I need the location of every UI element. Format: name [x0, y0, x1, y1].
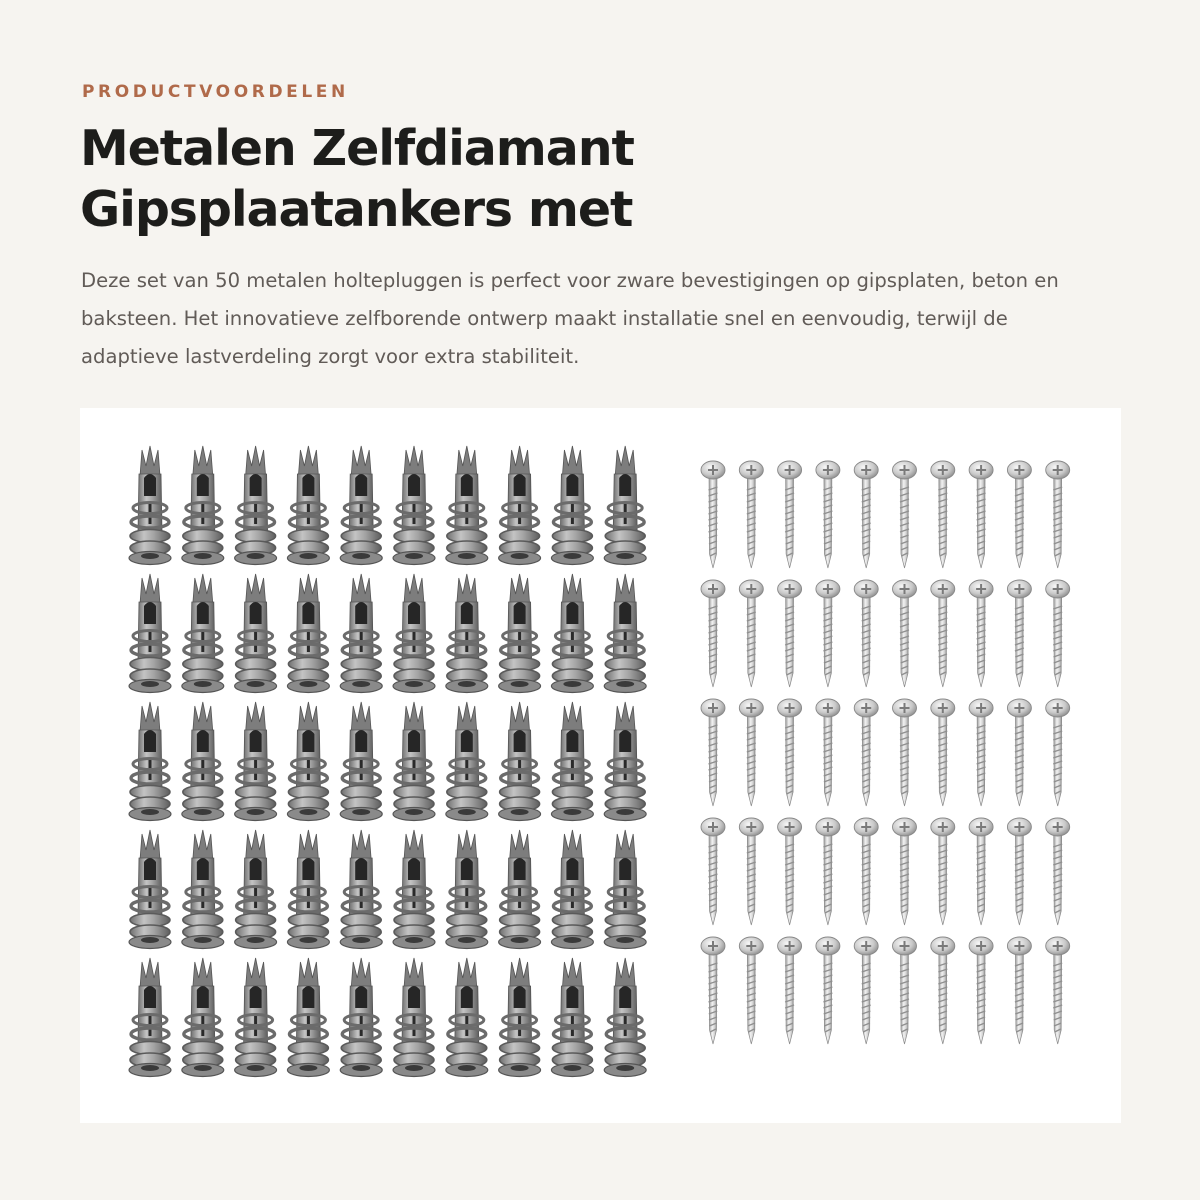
drywall-anchor — [235, 958, 277, 1077]
screw — [816, 461, 840, 568]
screw — [739, 699, 763, 806]
drywall-anchor — [499, 446, 541, 565]
screw — [739, 461, 763, 568]
title-line-2: Gipsplaatankers met — [80, 181, 633, 238]
screw — [701, 699, 725, 806]
screw — [816, 937, 840, 1044]
screw — [893, 699, 917, 806]
screw — [739, 580, 763, 687]
screw — [893, 937, 917, 1044]
drywall-anchor — [446, 830, 488, 949]
page-title — [80, 118, 780, 240]
drywall-anchor — [129, 574, 171, 693]
drywall-anchor — [129, 958, 171, 1077]
screw — [778, 937, 802, 1044]
drywall-anchor — [129, 446, 171, 565]
screw — [893, 461, 917, 568]
drywall-anchor — [604, 958, 646, 1077]
drywall-anchor — [287, 830, 329, 949]
product-description: Deze set van 50 metalen holtepluggen is perfect voor zware bevestigingen op gipsplaten, beton en baksteen. Het innovatieve zelfborende ontwerp maakt installatie snel en eenvoudig, terwijl de adaptieve lastverdeling zorgt voor extra stabiliteit. — [81, 269, 1059, 368]
screw — [701, 818, 725, 925]
screw — [931, 461, 955, 568]
screw — [778, 580, 802, 687]
screw — [1046, 937, 1070, 1044]
drywall-anchor — [551, 830, 593, 949]
screw — [1007, 818, 1031, 925]
screw — [816, 699, 840, 806]
screw — [1046, 580, 1070, 687]
drywall-anchor — [604, 574, 646, 693]
drywall-anchor — [182, 574, 224, 693]
drywall-anchor — [129, 702, 171, 821]
screw — [893, 580, 917, 687]
drywall-anchor — [499, 574, 541, 693]
drywall-anchor — [340, 958, 382, 1077]
screw — [854, 937, 878, 1044]
eyebrow-label: PRODUCTVOORDELEN — [82, 82, 349, 102]
screw — [969, 818, 993, 925]
drywall-anchor — [393, 958, 435, 1077]
screw — [854, 461, 878, 568]
anchors-and-screws-illustration — [80, 408, 1121, 1123]
drywall-anchor — [235, 702, 277, 821]
drywall-anchor — [182, 446, 224, 565]
screw — [969, 580, 993, 687]
screw — [893, 818, 917, 925]
drywall-anchor — [393, 702, 435, 821]
drywall-anchor — [340, 702, 382, 821]
drywall-anchor — [551, 446, 593, 565]
screw — [969, 461, 993, 568]
drywall-anchor — [340, 574, 382, 693]
drywall-anchor — [393, 830, 435, 949]
drywall-anchor — [182, 958, 224, 1077]
drywall-anchor — [551, 958, 593, 1077]
drywall-anchor — [499, 958, 541, 1077]
screw — [854, 818, 878, 925]
drywall-anchor — [551, 574, 593, 693]
title-line-1: Metalen Zelfdiamant — [80, 120, 634, 177]
drywall-anchor — [446, 702, 488, 821]
screw — [969, 937, 993, 1044]
drywall-anchor — [604, 446, 646, 565]
drywall-anchor — [446, 958, 488, 1077]
drywall-anchor — [287, 702, 329, 821]
screw — [816, 580, 840, 687]
drywall-anchor — [287, 574, 329, 693]
screw — [778, 461, 802, 568]
screw — [739, 937, 763, 1044]
drywall-anchor — [287, 446, 329, 565]
screw — [739, 818, 763, 925]
drywall-anchor — [446, 574, 488, 693]
drywall-anchor — [604, 702, 646, 821]
drywall-anchor — [604, 830, 646, 949]
screw — [701, 580, 725, 687]
drywall-anchor — [499, 702, 541, 821]
drywall-anchor — [340, 446, 382, 565]
screw — [701, 461, 725, 568]
screw — [1007, 461, 1031, 568]
screw — [969, 699, 993, 806]
drywall-anchor — [235, 446, 277, 565]
product-photo — [80, 408, 1121, 1123]
drywall-anchor — [129, 830, 171, 949]
screw — [1007, 699, 1031, 806]
screw — [1007, 937, 1031, 1044]
screw — [778, 699, 802, 806]
drywall-anchor — [499, 830, 541, 949]
drywall-anchor — [393, 574, 435, 693]
screw — [1046, 818, 1070, 925]
drywall-anchor — [182, 830, 224, 949]
screw — [854, 699, 878, 806]
drywall-anchor — [235, 830, 277, 949]
drywall-anchor — [235, 574, 277, 693]
drywall-anchor — [393, 446, 435, 565]
drywall-anchor — [551, 702, 593, 821]
screw — [931, 580, 955, 687]
drywall-anchor — [287, 958, 329, 1077]
screw — [816, 818, 840, 925]
screw — [1046, 699, 1070, 806]
screw — [931, 818, 955, 925]
screw — [701, 937, 725, 1044]
screw — [1007, 580, 1031, 687]
screw — [1046, 461, 1070, 568]
drywall-anchor — [340, 830, 382, 949]
screw — [778, 818, 802, 925]
drywall-anchor — [446, 446, 488, 565]
screw — [931, 937, 955, 1044]
drywall-anchor — [182, 702, 224, 821]
screw — [854, 580, 878, 687]
screw — [931, 699, 955, 806]
